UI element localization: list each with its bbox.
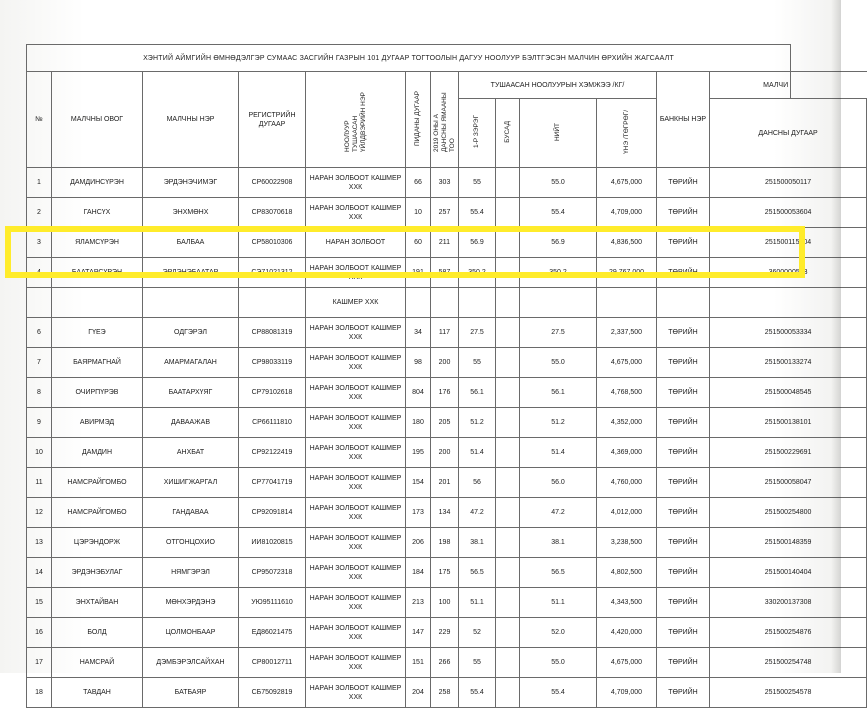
header-total-cell <box>520 99 597 168</box>
cell-other <box>496 408 520 438</box>
cell-register: ЕД86021475 <box>239 618 306 648</box>
cell-herd: 151 <box>406 648 431 678</box>
cell-other <box>496 648 520 678</box>
cell-register: СР66111810 <box>239 408 306 438</box>
cell-total: 350.2 <box>520 258 597 288</box>
cell-name: ОТГОНЦОХИО <box>143 528 239 558</box>
cell-register <box>239 288 306 318</box>
cell-name: АМАРМАГАЛАН <box>143 348 239 378</box>
cell-surname: ГҮЕЭ <box>52 318 143 348</box>
table-row <box>27 678 867 708</box>
table-row <box>27 528 867 558</box>
cell-grade1: 52 <box>459 618 496 648</box>
header-other-cell <box>496 99 520 168</box>
cell-num <box>27 288 52 318</box>
cell-total <box>520 288 597 318</box>
cell-grade1: 56.1 <box>459 378 496 408</box>
header-amount-group: ТУШААСАН НООЛУУРЫН ХЭМЖЭЭ /КГ/ <box>459 72 657 99</box>
cell-herd: 10 <box>406 198 431 228</box>
cell-num: 10 <box>27 438 52 468</box>
header-name: МАЛЧНЫ НЭР <box>143 72 239 168</box>
cell-grade1: 56.9 <box>459 228 496 258</box>
cell-herd: 173 <box>406 498 431 528</box>
table-row <box>27 198 867 228</box>
cell-name: ЭНХМӨНХ <box>143 198 239 228</box>
cell-value: 4,802,500 <box>597 558 657 588</box>
cell-surname: ОЧИРПҮРЭВ <box>52 378 143 408</box>
header-herd: ПИДАНЫ ДУГААР <box>414 90 421 147</box>
cell-goats: 117 <box>431 318 459 348</box>
cell-name: ЭРДЭНЭБААТАР <box>143 258 239 288</box>
cell-name: БАЛБАА <box>143 228 239 258</box>
cell-value: 4,760,000 <box>597 468 657 498</box>
cell-value: 4,709,000 <box>597 198 657 228</box>
cell-goats: 201 <box>431 468 459 498</box>
header-value: ҮНЭ /ТӨГРӨГ/ <box>622 110 630 154</box>
cell-value: 3,238,500 <box>597 528 657 558</box>
cell-herd: 213 <box>406 588 431 618</box>
cell-goats <box>431 288 459 318</box>
cell-company: НАРАН ЗОЛБООТ <box>306 228 406 258</box>
cell-register: СР80012711 <box>239 648 306 678</box>
cell-other <box>496 228 520 258</box>
cell-bank: ТӨРИЙН <box>657 498 710 528</box>
cell-num: 17 <box>27 648 52 678</box>
cell-num: 7 <box>27 348 52 378</box>
cell-account: 251500115304 <box>710 228 867 258</box>
cell-account: 251500254578 <box>710 678 867 708</box>
cell-total: 38.1 <box>520 528 597 558</box>
cell-value: 2,337,500 <box>597 318 657 348</box>
cell-bank <box>657 288 710 318</box>
table-row <box>27 648 867 678</box>
cell-name: НЯМГЭРЭЛ <box>143 558 239 588</box>
cell-total: 56.5 <box>520 558 597 588</box>
cell-bank: ТӨРИЙН <box>657 318 710 348</box>
cell-value: 4,836,500 <box>597 228 657 258</box>
table-row <box>27 318 867 348</box>
cell-num: 14 <box>27 558 52 588</box>
cell-herd: 204 <box>406 678 431 708</box>
cell-grade1: 55 <box>459 648 496 678</box>
cell-total: 55.4 <box>520 198 597 228</box>
table-row <box>27 588 867 618</box>
cell-total: 56.1 <box>520 378 597 408</box>
cell-goats: 175 <box>431 558 459 588</box>
cell-company: НАРАН ЗОЛБООТ КАШМЕР ХХК <box>306 618 406 648</box>
cell-name: ГАНДАВАА <box>143 498 239 528</box>
cell-register: СР77041719 <box>239 468 306 498</box>
cell-register: СР60022908 <box>239 168 306 198</box>
cell-total: 51.2 <box>520 408 597 438</box>
cell-herd: 66 <box>406 168 431 198</box>
cell-company: НАРАН ЗОЛБООТ КАШМЕР ХХК <box>306 528 406 558</box>
cell-total: 55.0 <box>520 648 597 678</box>
cell-surname: ЦЭРЭНДОРЖ <box>52 528 143 558</box>
header-holder-group: МАЛЧИ <box>710 72 791 99</box>
cell-herd: 180 <box>406 408 431 438</box>
header-goats-cell <box>431 72 459 168</box>
cell-other <box>496 588 520 618</box>
cell-goats: 258 <box>431 678 459 708</box>
header-goats: 2019 ОНЫ А ДАНСНЫ ЯМААНЫ ТОО <box>433 91 456 152</box>
cell-register: СБ75092819 <box>239 678 306 708</box>
cell-goats: 198 <box>431 528 459 558</box>
cell-other <box>496 618 520 648</box>
header-herd-cell <box>406 72 431 168</box>
cell-herd: 206 <box>406 528 431 558</box>
cell-register: СР58010306 <box>239 228 306 258</box>
cell-bank: ТӨРИЙН <box>657 198 710 228</box>
cell-other <box>496 468 520 498</box>
cell-herd: 804 <box>406 378 431 408</box>
cell-num: 12 <box>27 498 52 528</box>
cell-register: СР79102618 <box>239 378 306 408</box>
cell-surname: ТАВДАН <box>52 678 143 708</box>
table-row <box>27 258 867 288</box>
table-row <box>27 498 867 528</box>
cell-total: 47.2 <box>520 498 597 528</box>
cell-goats: 266 <box>431 648 459 678</box>
cell-bank: ТӨРИЙН <box>657 438 710 468</box>
cell-company: КАШМЕР ХХК <box>306 288 406 318</box>
table-row <box>27 348 867 378</box>
cell-total: 56.0 <box>520 468 597 498</box>
cell-bank: ТӨРИЙН <box>657 258 710 288</box>
cell-value: 4,675,000 <box>597 168 657 198</box>
cell-goats: 200 <box>431 438 459 468</box>
cell-total: 56.9 <box>520 228 597 258</box>
cell-surname: БАЯРМАГНАЙ <box>52 348 143 378</box>
cell-surname: ЭНХТАЙВАН <box>52 588 143 618</box>
cell-total: 55.0 <box>520 168 597 198</box>
cell-account: 251500254748 <box>710 648 867 678</box>
cell-name: БААТАРХҮЯГ <box>143 378 239 408</box>
cell-surname: НАМСРАЙГОМБО <box>52 468 143 498</box>
cell-bank: ТӨРИЙН <box>657 648 710 678</box>
cell-company: НАРАН ЗОЛБООТ КАШМЕР ХХК <box>306 198 406 228</box>
cell-herd: 60 <box>406 228 431 258</box>
cell-register: СР92091814 <box>239 498 306 528</box>
table-row <box>27 228 867 258</box>
table-row <box>27 618 867 648</box>
table-row <box>27 438 867 468</box>
cell-num: 18 <box>27 678 52 708</box>
cell-value: 4,420,000 <box>597 618 657 648</box>
cell-goats: 134 <box>431 498 459 528</box>
cell-value: 29,767,000 <box>597 258 657 288</box>
cell-other <box>496 318 520 348</box>
cell-bank: ТӨРИЙН <box>657 618 710 648</box>
cell-account: 251500229691 <box>710 438 867 468</box>
cell-surname: ГАНСҮХ <box>52 198 143 228</box>
cell-grade1: 55 <box>459 168 496 198</box>
cell-grade1: 38.1 <box>459 528 496 558</box>
header-other: БУСАД <box>503 121 511 143</box>
cell-total: 55.0 <box>520 348 597 378</box>
cell-surname: ДАМДИН <box>52 438 143 468</box>
cell-grade1: 350.2 <box>459 258 496 288</box>
cell-total: 55.4 <box>520 678 597 708</box>
cell-other <box>496 348 520 378</box>
cell-other <box>496 378 520 408</box>
cell-num: 11 <box>27 468 52 498</box>
cell-num: 15 <box>27 588 52 618</box>
herder-list-table <box>26 44 867 708</box>
table-row <box>27 378 867 408</box>
cell-num: 16 <box>27 618 52 648</box>
cell-herd: 195 <box>406 438 431 468</box>
cell-register: ИИ81020815 <box>239 528 306 558</box>
cell-name: МӨНХЭРДЭНЭ <box>143 588 239 618</box>
cell-value: 4,012,000 <box>597 498 657 528</box>
cell-company: НАРАН ЗОЛБООТ КАШМЕР ХХК <box>306 588 406 618</box>
cell-surname: ЯЛАМСҮРЭН <box>52 228 143 258</box>
cell-num: 1 <box>27 168 52 198</box>
cell-num: 4 <box>27 258 52 288</box>
cell-register: СР92122419 <box>239 438 306 468</box>
cell-bank: ТӨРИЙН <box>657 588 710 618</box>
cell-name: АНХБАТ <box>143 438 239 468</box>
cell-num: 2 <box>27 198 52 228</box>
cell-account: 251500048545 <box>710 378 867 408</box>
cell-num: 3 <box>27 228 52 258</box>
cell-account: 251500053604 <box>710 198 867 228</box>
table-row <box>27 168 867 198</box>
cell-num: 9 <box>27 408 52 438</box>
cell-company: НАРАН ЗОЛБООТ КАШМЕР ХХК <box>306 648 406 678</box>
cell-goats: 257 <box>431 198 459 228</box>
cell-grade1: 55.4 <box>459 678 496 708</box>
header-company-cell <box>306 72 406 168</box>
cell-total: 51.1 <box>520 588 597 618</box>
cell-name: ЦОЛМОНБААР <box>143 618 239 648</box>
cell-goats: 205 <box>431 408 459 438</box>
cell-surname: АВИРМЭД <box>52 408 143 438</box>
cell-goats: 587 <box>431 258 459 288</box>
header-company: НООЛУУР ТУШААСАН ҮЙЛДВЭРИЙН НЭР <box>343 91 367 152</box>
cell-goats: 100 <box>431 588 459 618</box>
cell-grade1: 47.2 <box>459 498 496 528</box>
cell-account: 330200137308 <box>710 588 867 618</box>
cell-company: НАРАН ЗОЛБООТ КАШМЕР ХХК <box>306 378 406 408</box>
cell-grade1: 51.4 <box>459 438 496 468</box>
cell-account: 251500254800 <box>710 498 867 528</box>
cell-value: 4,352,000 <box>597 408 657 438</box>
cell-account <box>710 288 867 318</box>
cell-bank: ТӨРИЙН <box>657 678 710 708</box>
cell-register: СР98033119 <box>239 348 306 378</box>
cell-herd: 98 <box>406 348 431 378</box>
cell-name: ХИШИГЖАРГАЛ <box>143 468 239 498</box>
cell-bank: ТӨРИЙН <box>657 408 710 438</box>
cell-company: НАРАН ЗОЛБООТ КАШМЕР ХХК <box>306 498 406 528</box>
cell-account: 251500133274 <box>710 348 867 378</box>
cell-company: НАРАН ЗОЛБООТ КАШМЕР ХХК <box>306 318 406 348</box>
cell-other <box>496 258 520 288</box>
cell-num: 8 <box>27 378 52 408</box>
table-row <box>27 468 867 498</box>
cell-value: 4,675,000 <box>597 648 657 678</box>
cell-value: 4,343,500 <box>597 588 657 618</box>
cell-company: НАРАН ЗОЛБООТ КАШМЕР ХХК <box>306 168 406 198</box>
cell-company: НАРАН ЗОЛБООТ КАШМЕР ХХК <box>306 678 406 708</box>
cell-other <box>496 198 520 228</box>
cell-other <box>496 168 520 198</box>
table-row <box>27 558 867 588</box>
cell-num: 6 <box>27 318 52 348</box>
header-value-cell <box>597 99 657 168</box>
cell-company: НАРАН ЗОЛБООТ КАШМЕР ХХК <box>306 348 406 378</box>
cell-bank: ТӨРИЙН <box>657 528 710 558</box>
cell-num: 13 <box>27 528 52 558</box>
header-total: НИЙТ <box>554 122 561 141</box>
cell-name: ДАВААЖАВ <box>143 408 239 438</box>
header-register: РЕГИСТРИЙН ДУГААР <box>239 72 306 168</box>
cell-value: 4,369,000 <box>597 438 657 468</box>
header-account: ДАНСНЫ ДУГААР <box>710 99 867 168</box>
cell-grade1: 51.2 <box>459 408 496 438</box>
header-bank: БАНКНЫ НЭР <box>657 72 710 168</box>
header-grade1-cell <box>459 99 496 168</box>
cell-account: 251500138101 <box>710 408 867 438</box>
cell-company: НАРАН ЗОЛБООТ КАШМЕР ХХК <box>306 258 406 288</box>
cell-register: УЮ95111610 <box>239 588 306 618</box>
ledger-document <box>26 44 841 701</box>
cell-goats: 303 <box>431 168 459 198</box>
cell-account: 251500050117 <box>710 168 867 198</box>
cell-company: НАРАН ЗОЛБООТ КАШМЕР ХХК <box>306 438 406 468</box>
cell-grade1: 56.5 <box>459 558 496 588</box>
cell-total: 51.4 <box>520 438 597 468</box>
cell-total: 52.0 <box>520 618 597 648</box>
cell-other <box>496 288 520 318</box>
cell-herd: 191 <box>406 258 431 288</box>
cell-other <box>496 558 520 588</box>
cell-other <box>496 498 520 528</box>
cell-bank: ТӨРИЙН <box>657 228 710 258</box>
cell-value: 4,675,000 <box>597 348 657 378</box>
cell-account: 251500053334 <box>710 318 867 348</box>
cell-register: СР88081319 <box>239 318 306 348</box>
cell-register: СЭ71021312 <box>239 258 306 288</box>
cell-name: ЭРДЭНЭЧИМЭГ <box>143 168 239 198</box>
table-row <box>27 408 867 438</box>
cell-value: 4,768,500 <box>597 378 657 408</box>
header-surname: МАЛЧНЫ ОВОГ <box>52 72 143 168</box>
cell-surname: БОЛД <box>52 618 143 648</box>
cell-grade1: 55.4 <box>459 198 496 228</box>
cell-value: 4,709,000 <box>597 678 657 708</box>
cell-herd: 154 <box>406 468 431 498</box>
cell-company: НАРАН ЗОЛБООТ КАШМЕР ХХК <box>306 558 406 588</box>
cell-grade1: 55 <box>459 348 496 378</box>
cell-total: 27.5 <box>520 318 597 348</box>
page-edge-shadow <box>831 0 841 673</box>
cell-account: 251500140404 <box>710 558 867 588</box>
cell-name: БАТБАЯР <box>143 678 239 708</box>
cell-herd: 147 <box>406 618 431 648</box>
cell-other <box>496 528 520 558</box>
header-grade1: 1-Р ЗЭРЭГ <box>473 115 480 149</box>
cell-grade1 <box>459 288 496 318</box>
cell-register: СР83070618 <box>239 198 306 228</box>
cell-grade1: 27.5 <box>459 318 496 348</box>
cell-grade1: 51.1 <box>459 588 496 618</box>
cell-bank: ТӨРИЙН <box>657 348 710 378</box>
header-num: № <box>27 72 52 168</box>
cell-register: СР95072318 <box>239 558 306 588</box>
cell-account: 251500058047 <box>710 468 867 498</box>
cell-goats: 200 <box>431 348 459 378</box>
cell-surname: НАМСРАЙ <box>52 648 143 678</box>
cell-company: НАРАН ЗОЛБООТ КАШМЕР ХХК <box>306 408 406 438</box>
cell-goats: 176 <box>431 378 459 408</box>
cell-herd <box>406 288 431 318</box>
cell-grade1: 56 <box>459 468 496 498</box>
cell-other <box>496 678 520 708</box>
cell-other <box>496 438 520 468</box>
table-title: ХЭНТИЙ АЙМГИЙН ӨМНӨДЭЛГЭР СУМААС ЗАСГИЙН ГАЗРЫН 101 ДУГААР ТОГТООЛЫН ДАГУУ НООЛУУР БЭЛТГЭСЭН МАЛЧИН ӨРХИЙН ЖАГСААЛТ <box>27 45 791 72</box>
cell-surname: ЭРДЭНЭБУЛАГ <box>52 558 143 588</box>
cell-name <box>143 288 239 318</box>
cell-value <box>597 288 657 318</box>
cell-herd: 34 <box>406 318 431 348</box>
cell-account: 251500148359 <box>710 528 867 558</box>
cell-goats: 211 <box>431 228 459 258</box>
cell-bank: ТӨРИЙН <box>657 378 710 408</box>
cell-bank: ТӨРИЙН <box>657 558 710 588</box>
table-row <box>27 288 867 318</box>
cell-account: 251500254876 <box>710 618 867 648</box>
cell-name: ДЭМБЭРЭЛСАЙХАН <box>143 648 239 678</box>
cell-surname: БААТАРСҮРЭН <box>52 258 143 288</box>
cell-surname: ДАМДИНСҮРЭН <box>52 168 143 198</box>
cell-herd: 184 <box>406 558 431 588</box>
cell-surname: НАМСРАЙГОМБО <box>52 498 143 528</box>
cell-account: 3600000523 <box>710 258 867 288</box>
cell-company: НАРАН ЗОЛБООТ КАШМЕР ХХК <box>306 468 406 498</box>
cell-surname <box>52 288 143 318</box>
cell-name: ОДГЭРЭЛ <box>143 318 239 348</box>
cell-bank: ТӨРИЙН <box>657 468 710 498</box>
cell-bank: ТӨРИЙН <box>657 168 710 198</box>
cell-goats: 229 <box>431 618 459 648</box>
